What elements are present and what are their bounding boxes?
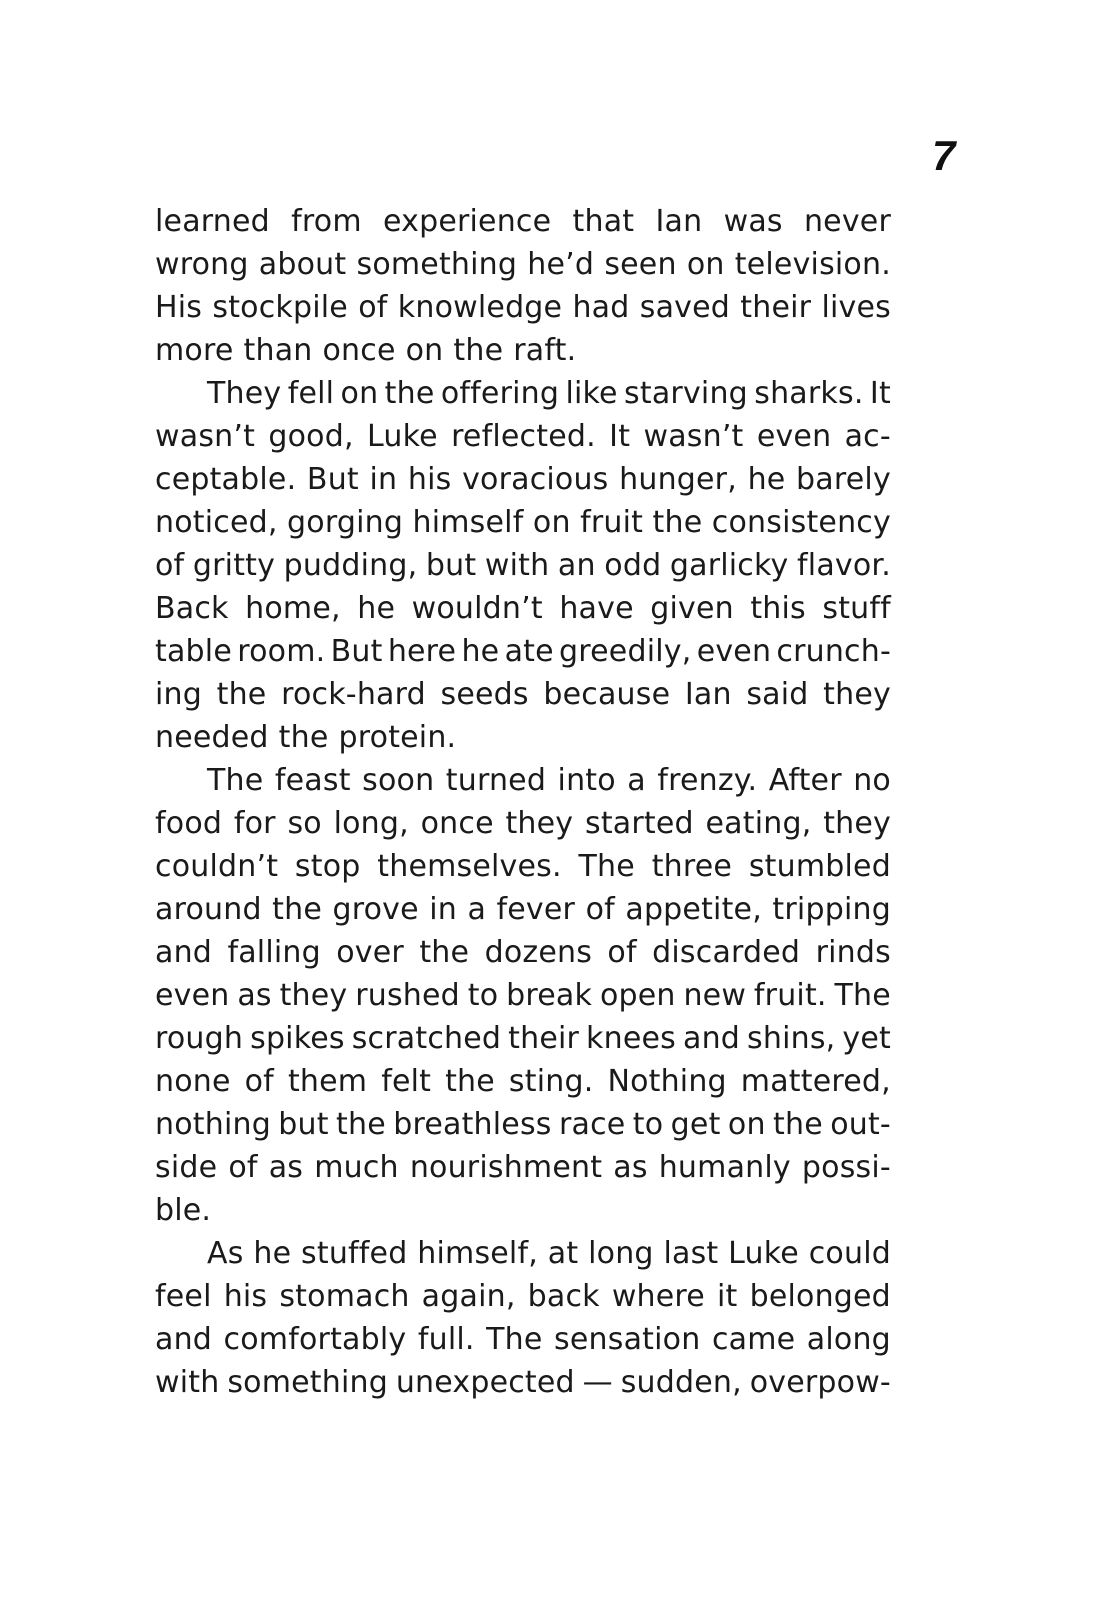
text-line: food for so long, once they started eating, they — [155, 806, 891, 841]
text-line: more than once on the raft. — [155, 333, 577, 368]
text-line: noticed, gorging himself on fruit the consistency — [155, 505, 891, 540]
page-number: 7 — [932, 132, 956, 179]
text-line: His stockpile of knowledge had saved their lives — [155, 290, 891, 325]
text-line: wrong about something he’d seen on television. — [155, 247, 891, 282]
text-line: of gritty pudding, but with an odd garlicky flavor. — [155, 548, 891, 583]
text-line: and falling over the dozens of discarded rinds — [155, 935, 891, 970]
text-line: feel his stomach again, back where it belonged — [155, 1279, 891, 1314]
body-text — [155, 200, 891, 1404]
text-line: ble. — [155, 1193, 212, 1228]
text-line: needed the protein. — [155, 720, 457, 755]
text-line: side of as much nourishment as humanly possi- — [155, 1150, 891, 1185]
text-line: learned from experience that Ian was never — [155, 204, 891, 239]
text-line: They fell on the offering like starving sharks. It — [207, 376, 891, 411]
text-line: couldn’t stop themselves. The three stumbled — [155, 849, 891, 884]
text-line: around the grove in a fever of appetite, tripping — [155, 892, 891, 927]
text-line: ceptable. But in his voracious hunger, he barely — [155, 462, 891, 497]
text-line: none of them felt the sting. Nothing mattered, — [155, 1064, 891, 1099]
text-line: and comfortably full. The sensation came along — [155, 1322, 891, 1357]
text-line: ing the rock-hard seeds because Ian said they — [155, 677, 891, 712]
text-line: even as they rushed to break open new fruit. The — [155, 978, 891, 1013]
text-line: Back home, he wouldn’t have given this stuff — [155, 591, 891, 626]
text-line: The feast soon turned into a frenzy. After no — [207, 763, 891, 798]
text-line: nothing but the breathless race to get on the out- — [155, 1107, 891, 1142]
text-line: table room. But here he ate greedily, even crunch- — [155, 634, 891, 669]
text-line: with something unexpected — sudden, overpow- — [155, 1365, 891, 1400]
text-line: wasn’t good, Luke reflected. It wasn’t even ac- — [155, 419, 891, 454]
text-line: rough spikes scratched their knees and shins, yet — [155, 1021, 891, 1056]
text-line: As he stuffed himself, at long last Luke could — [207, 1236, 891, 1271]
